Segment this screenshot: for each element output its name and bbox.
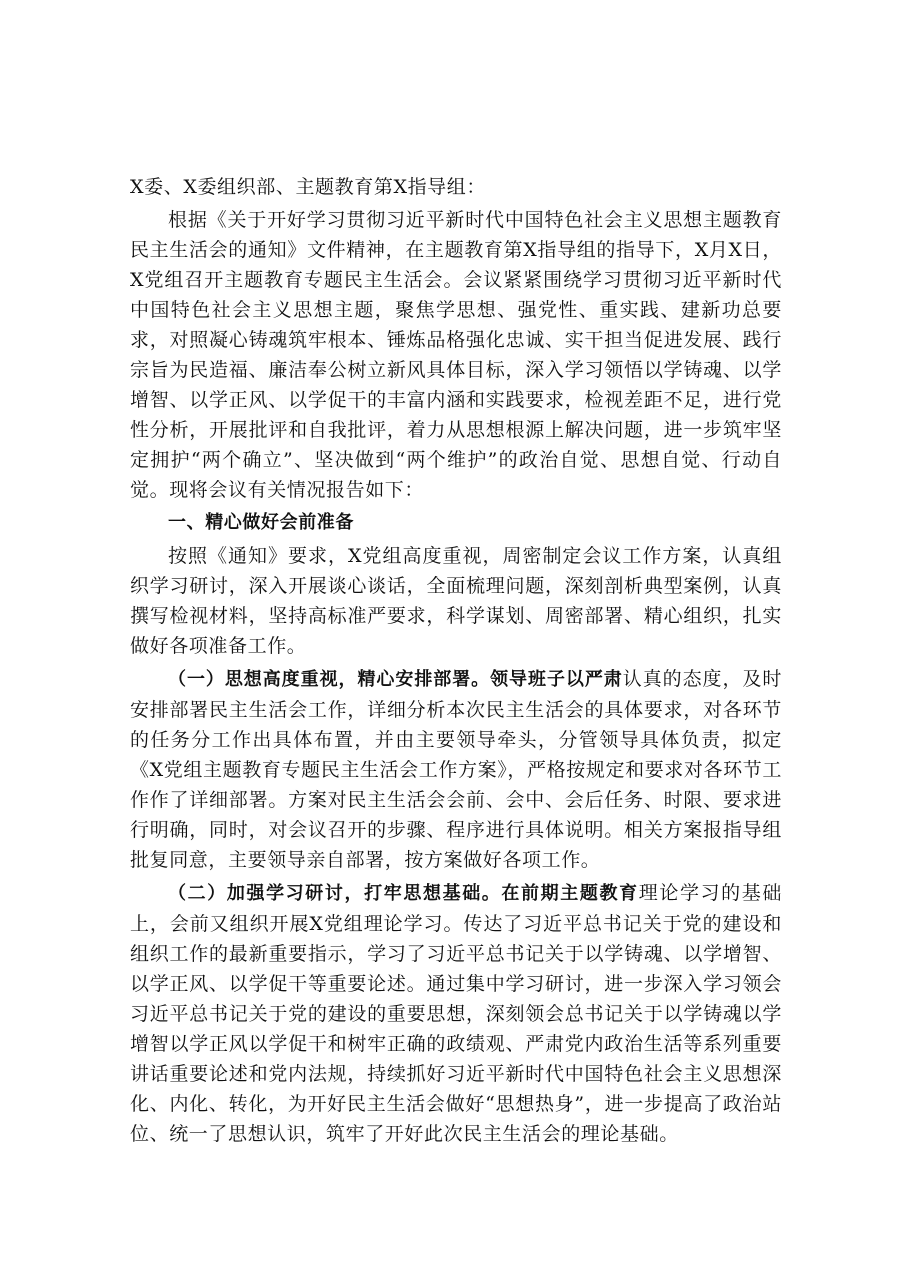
salutation: X委、X委组织部、主题教育第X指导组： — [130, 176, 486, 198]
document-body — [130, 172, 782, 1152]
item-body-1: 认真的态度，及时安排部署民主生活会工作，详细分析本次民主生活会的具体要求，对各环节的任务分工作出具体布置，并由主要领导牵头，分管领导具体负责，拟定《X党组主题教育专题民主生活会工作方案》，严格按规定和要求对各环节工作作了详细部署。方案对民主生活会会前、会中、会后任务、时限、要求进行明确，同时，对会议召开的步骤、程序进行具体说明。相关方案报指导组批复同意，主要领导亲自部署，按方案做好各项工作。 — [130, 668, 782, 871]
item-lead-2: （二）加强学习研讨，打牢思想基础。在前期主题教育 — [168, 883, 639, 904]
item-paragraph-2 — [130, 878, 782, 1149]
item-body-2: 理论学习的基础上，会前又组织开展X党组理论学习。传达了习近平总书记关于党的建设和组织工作的最新重要指示，学习了习近平总书记关于以学铸魂、以学增智、以学正风、以学促干等重要论述。通过集中学习研讨，进一步深入学习领会习近平总书记关于党的建设的重要思想，深刻领会总书记关于以学铸魂以学增智以学正风以学促干和树牢正确的政绩观、严肃党内政治生活等系列重要讲话重要论述和党内法规，持续抓好习近平新时代中国特色社会主义思想深化、内化、转化，为开好民主生活会做好“思想热身”，进一步提高了政治站位、统一了思想认识，筑牢了开好此次民主生活会的理论基础。 — [130, 882, 782, 1145]
intro-paragraph: 根据《关于开好学习贯彻习近平新时代中国特色社会主义思想主题教育民主生活会的通知》文件精神，在主题教育第X指导组的指导下，X月X日，X党组召开主题教育专题民主生活会。会议紧紧围绕学习贯彻习近平新时代中国特色社会主义思想主题，聚焦学思想、强党性、重实践、建新功总要求，对照凝心铸魂筑牢根本、锤炼品格强化忠诚、实干担当促进发展、践行宗旨为民造福、廉洁奉公树立新风具体目标，深入学习领悟以学铸魂、以学增智、以学正风、以学促干的丰富内涵和实践要求，检视差距不足，进行党性分析，开展批评和自我批评，着力从思想根源上解决问题，进一步筑牢坚定拥护“两个确立”、坚决做到“两个维护”的政治自觉、思想自觉、行动自觉。现将会议有关情况报告如下： — [130, 209, 782, 501]
item-lead-1: （一）思想高度重视，精心安排部署。领导班子以严肃 — [168, 669, 623, 690]
section-paragraph: 按照《通知》要求，X党组高度重视，周密制定会议工作方案，认真组织学习研讨，深入开展谈心谈话，全面梳理问题，深刻剖析典型案例，认真撰写检视材料，坚持高标准严要求，科学谋划、周密部署、精心组织，扎实做好各项准备工作。 — [130, 545, 782, 657]
section-heading: 一、精心做好会前准备 — [168, 512, 354, 533]
item-paragraph-1 — [130, 664, 782, 875]
